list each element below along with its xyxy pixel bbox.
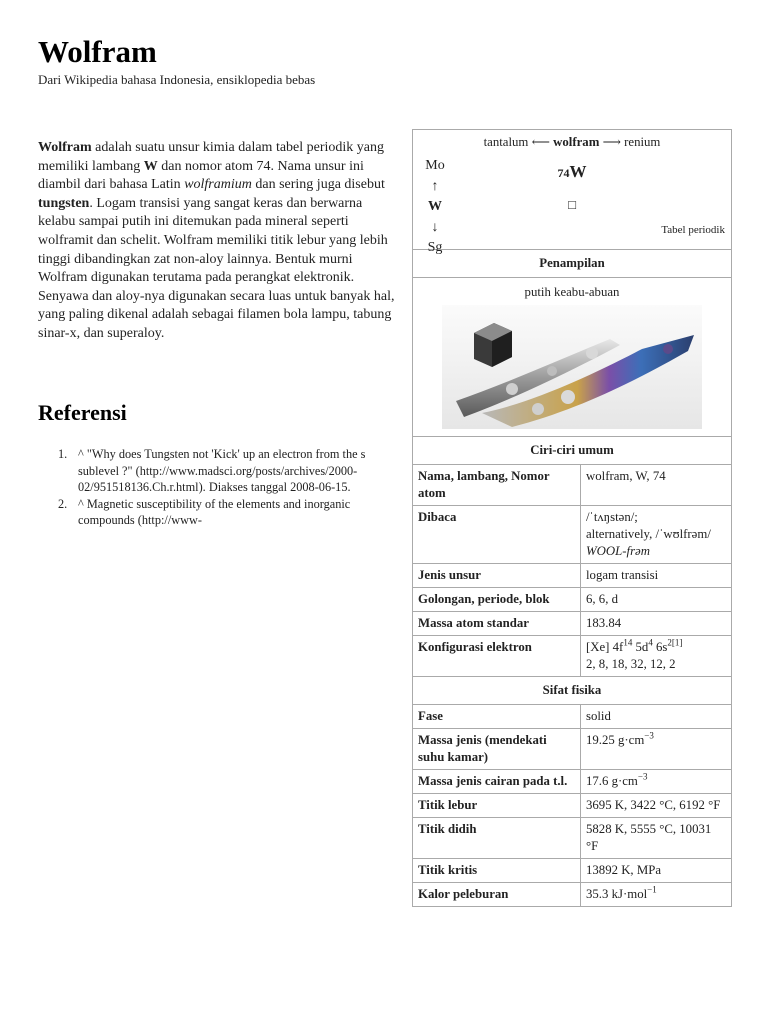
infobox-row [413,588,732,612]
row-value [581,506,732,564]
row-value [581,729,732,770]
element-symbol [413,163,731,182]
config-sup: 4 [648,637,653,648]
config-part: 5d [632,640,649,654]
appearance-header: Penampilan [413,250,732,278]
references-heading: Referensi [38,400,127,425]
fusion-value: 35.3 kJ·mol [586,887,648,901]
row-label: Dibaca [413,506,581,564]
reference-number: 1. [58,447,68,461]
intro-symbol: W [143,158,158,174]
infobox-row [413,883,732,907]
intro-text-1: adalah suatu unsur kimia dalam tabel periodik yang memiliki lambang [38,140,385,174]
infobox-row [413,705,732,729]
nav-row [413,134,731,151]
current-element: wolfram [553,135,600,149]
row-value: 13892 K, MPa [581,859,732,883]
intro-text-3: dan sering juga disebut [251,177,385,193]
alt-pronunciation[interactable]: alternatively, /ˈwʊlfrəm/ [586,527,711,541]
missing-image-icon: □ [568,197,576,212]
up-arrow-icon: ↑ [431,178,439,194]
infobox-row [413,770,732,794]
row-value [581,883,732,907]
density-value: 19.25 g·cm [586,733,645,747]
row-label: Titik kritis [413,859,581,883]
config-sup-citation[interactable]: 2[1] [667,637,683,648]
reference-number: 2. [58,496,68,511]
intro-paragraph [38,139,400,344]
fusion-exponent: −1 [647,884,657,895]
row-value: solid [581,705,732,729]
intro-alt-name: tungsten [38,195,90,211]
below-element-link[interactable]: Sg [427,240,443,255]
infobox-row [413,794,732,818]
liquid-density-value: 17.6 g·cm [586,774,638,788]
element-infobox [412,129,732,907]
physical-properties-header: Sifat fisika [413,677,732,705]
group-current-symbol: W [428,199,442,214]
row-label: Massa jenis (mendekati suhu kamar) [413,729,581,770]
right-arrow-icon: ⟶ [602,135,621,149]
reference-item[interactable] [38,446,400,496]
row-label: Titik didih [413,818,581,859]
row-value: 5828 K, 5555 °C, 10031 °F [581,818,732,859]
row-label: Massa jenis cairan pada t.l. [413,770,581,794]
row-label: Fase [413,705,581,729]
down-arrow-icon: ↓ [431,219,439,235]
row-label: Kalor peleburan [413,883,581,907]
infobox-row [413,859,732,883]
page-subtitle: Dari Wikipedia bahasa Indonesia, ensiklopedia bebas [38,72,316,87]
periodic-table-link[interactable]: Tabel periodik [661,224,725,236]
respelling: WOOL-frəm [586,544,650,558]
config-sup: 14 [623,637,633,648]
row-label: Nama, lambang, Nomor atom [413,465,581,506]
intro-text-2: dan nomor atom 74. Nama unsur ini diambil dari bahasa Latin [38,158,364,193]
row-value: logam transisi [581,564,732,588]
appearance-caption: putih keabu-abuan [524,285,620,299]
symbol-letter: W [569,162,587,181]
row-label: Titik lebur [413,794,581,818]
infobox-row [413,818,732,859]
infobox-row [413,612,732,636]
row-label: Konfigurasi elektron [413,636,581,677]
appearance-cell [413,278,732,437]
row-value [581,770,732,794]
liquid-density-exponent: −3 [637,771,648,782]
reference-text: ^ Magnetic susceptibility of the elements and inorganic compounds (http://www- [78,496,351,527]
config-part: 6s [652,640,668,654]
row-value: 6, 6, d [581,588,732,612]
config-base: [Xe] 4f [586,640,624,654]
above-element-link[interactable]: Mo [425,158,445,173]
page-title: Wolfram [38,34,157,69]
reference-text: ^ "Why does Tungsten not 'Kick' up an electron from the s sublevel ?" (http://www.madsci.org/posts/archives/2000-02/951518136.Ch.r.html). Diakses tanggal 2008-06-15. [78,447,366,494]
periodic-nav [413,130,732,255]
row-label: Massa atom standar [413,612,581,636]
general-properties-header: Ciri-ciri umum [413,437,732,465]
ipa-pronunciation[interactable]: /ˈtʌŋstən/; [586,510,638,524]
row-value: 3695 K, 3422 °C, 6192 °F [581,794,732,818]
infobox-row [413,729,732,770]
left-arrow-icon: ⟵ [531,135,550,149]
config-shells: 2, 8, 18, 32, 12, 2 [586,657,676,671]
infobox-row [413,564,732,588]
row-value [581,636,732,677]
infobox-row [413,636,732,677]
row-label: Golongan, periode, blok [413,588,581,612]
row-value: wolfram, W, 74 [581,465,732,506]
intro-text-4: . Logam transisi yang sangat keras dan berwarna kelabu sampai putih ini ditemukan pada mineral seperti wolframit dan schelit. Wolfram memiliki titik lebur yang lebih tinggi dibandingkan zat non-aloy lainnya. Bentuk murni Wolfram digunakan terutama pada perangkat elektronik. Senyawa dan aloy-nya digunakan secara luas untuk banyak hal, yang paling dikenal adalah sebagai filamen bola lampu, tabung sinar-x, dan superaloy. [38,195,395,341]
row-value: 183.84 [581,612,732,636]
infobox-row [413,465,732,506]
reference-item[interactable] [38,496,400,529]
prev-element-link[interactable]: tantalum [483,135,529,149]
intro-name: Wolfram [38,140,92,155]
atomic-number: 74 [557,166,570,180]
next-element-link[interactable]: renium [624,135,661,149]
intro-latin: wolframium [184,177,252,193]
tungsten-sample-image[interactable] [442,305,702,429]
references-list [38,446,400,529]
row-label: Jenis unsur [413,564,581,588]
infobox-row [413,506,732,564]
density-exponent: −3 [644,730,654,741]
